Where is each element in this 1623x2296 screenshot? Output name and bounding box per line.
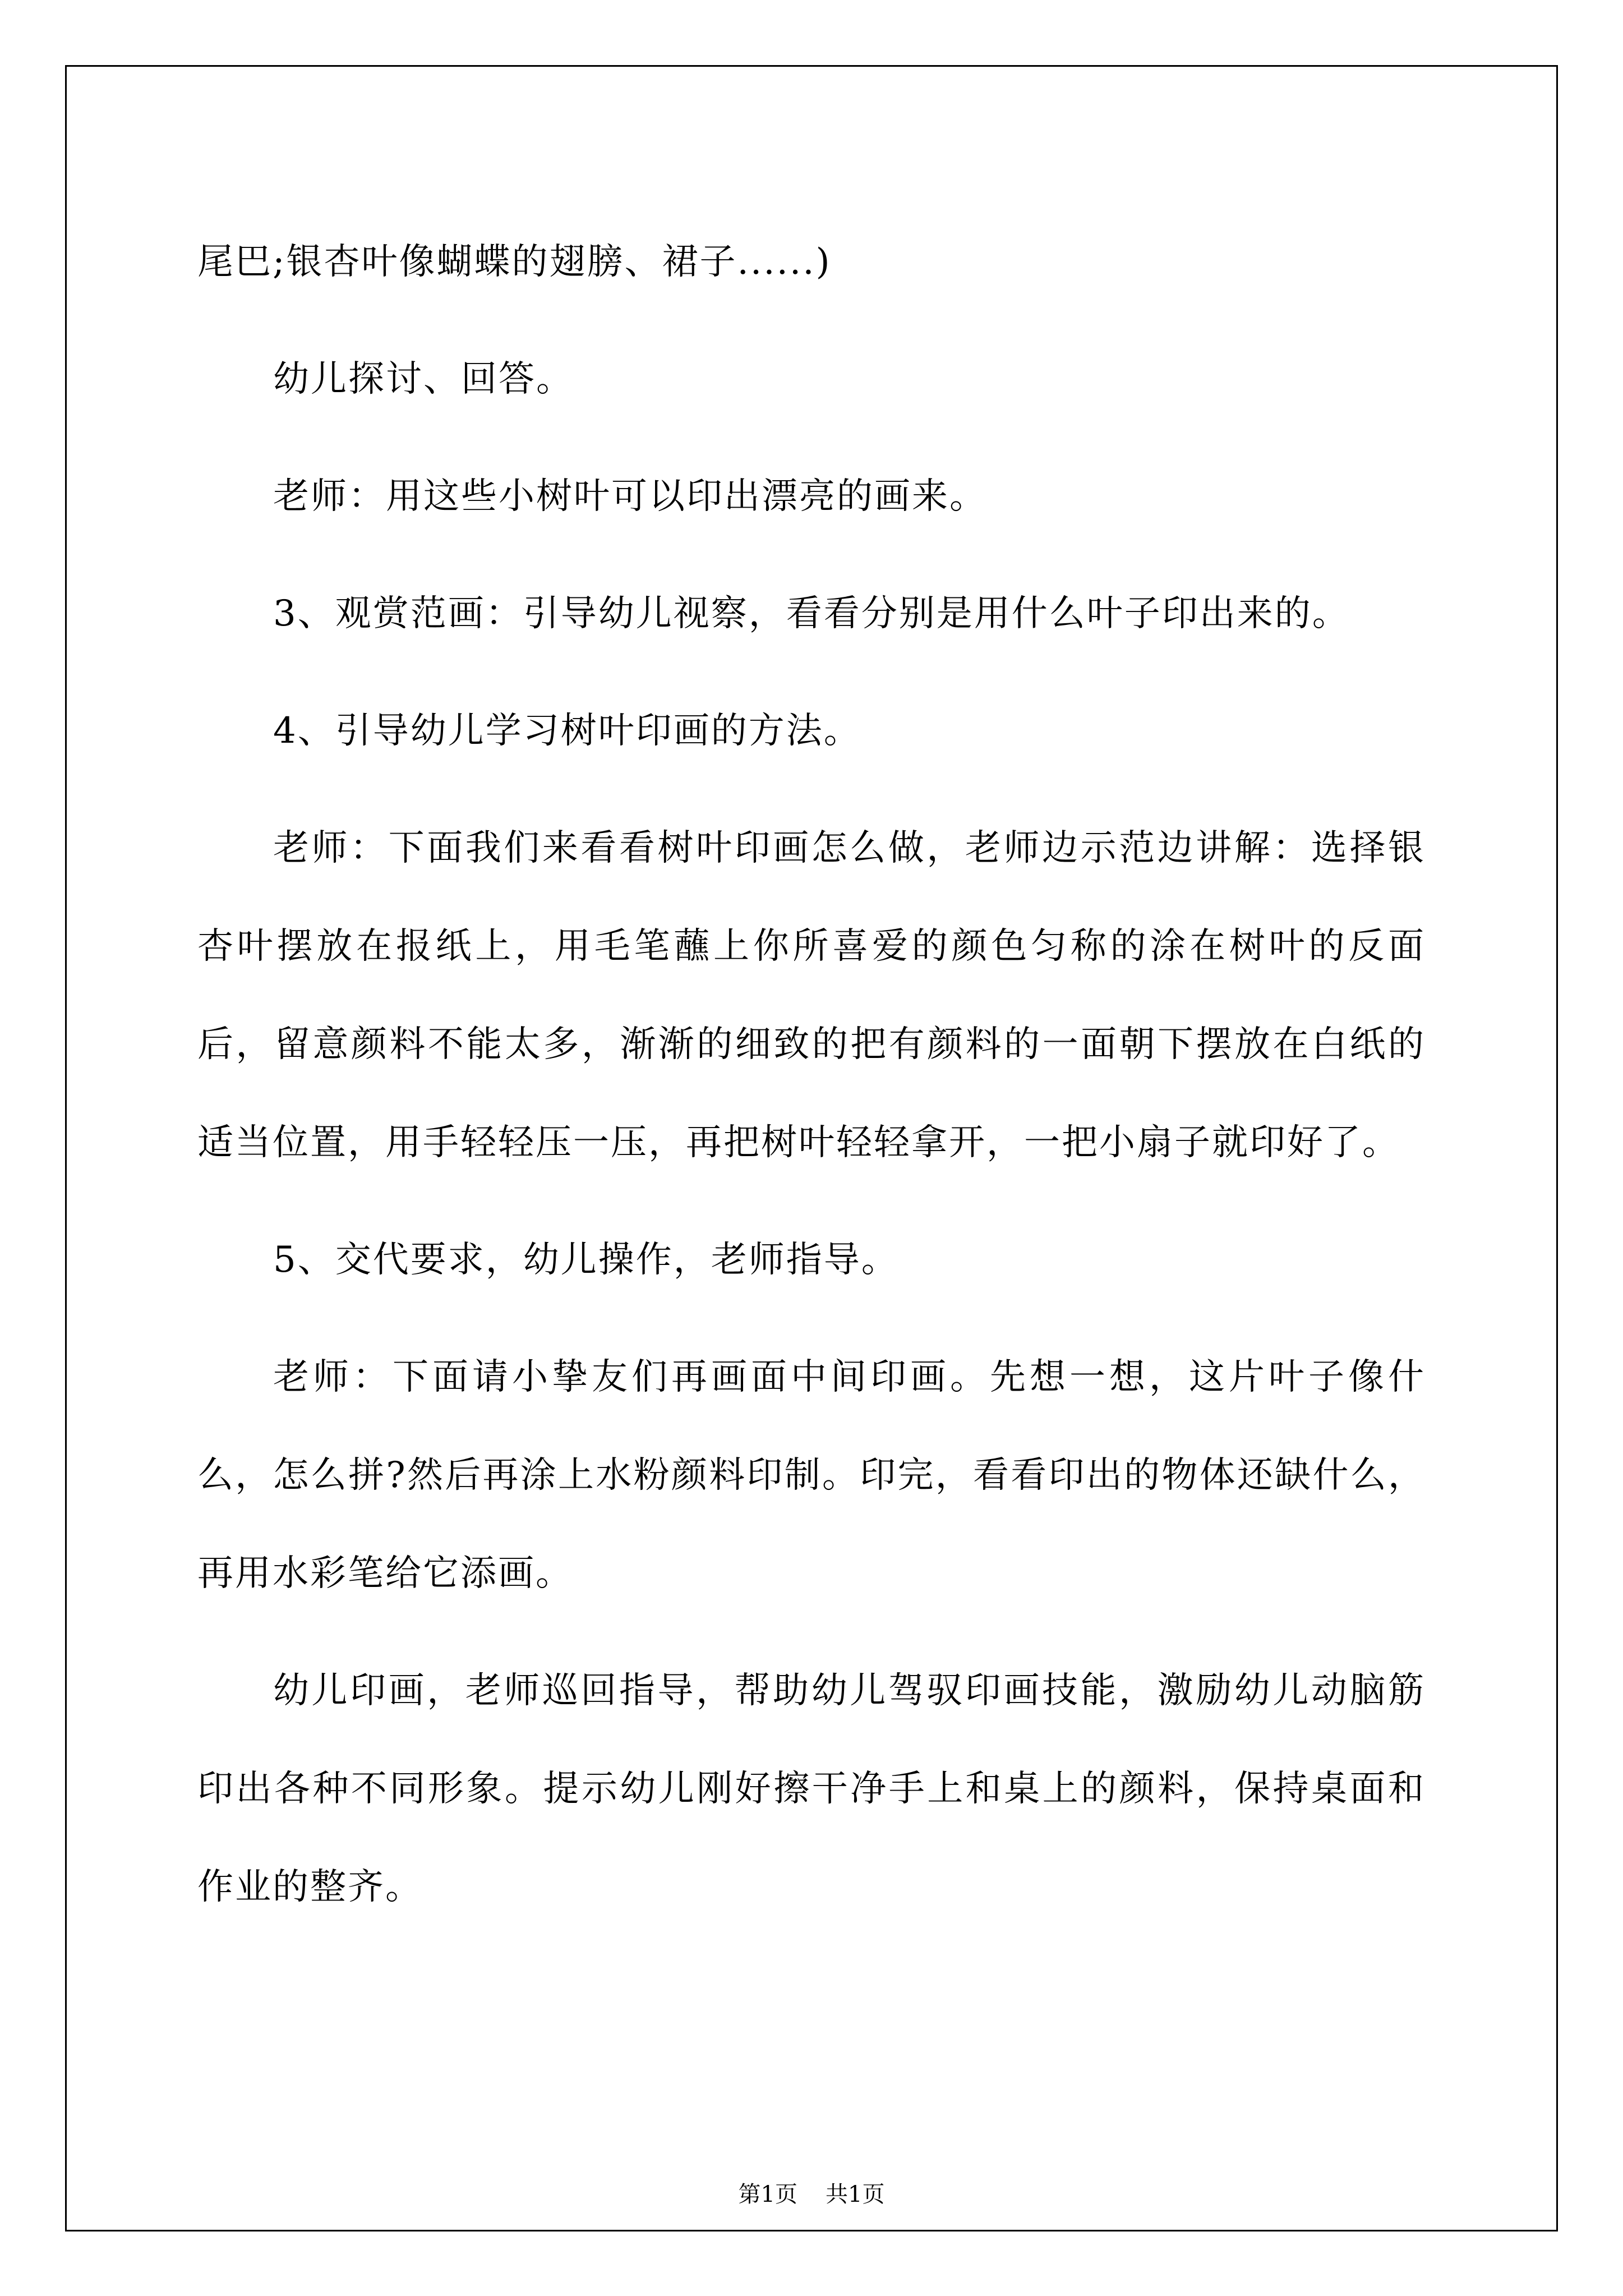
paragraph: 老师：下面我们来看看树叶印画怎么做，老师边示范边讲解：选择银杏叶摆放在报纸上，用毛笔蘸上你所喜爱的颜色匀称的涂在树叶的反面后，留意颜料不能太多，渐渐的细致的把有颜料的一面朝下摆放在白纸的适当位置，用手轻轻压一压，再把树叶轻轻拿开，一把小扇子就印好了。 <box>197 827 1426 1163</box>
paragraph: 3、观赏范画：引导幼儿视察，看看分别是用什么叶子印出来的。 <box>273 593 1350 634</box>
paragraph: 5、交代要求，幼儿操作，老师指导。 <box>273 1239 899 1281</box>
paragraph: 4、引导幼儿学习树叶印画的方法。 <box>273 710 861 752</box>
page-total: 共1页 <box>826 2182 885 2207</box>
paragraph: 幼儿印画，老师巡回指导，帮助幼儿驾驭印画技能，激励幼儿动脑筋印出各种不同形象。提示幼儿刚好擦干净手上和桌上的颜料，保持桌面和作业的整齐。 <box>197 1670 1426 1908</box>
paragraph: 老师：用这些小树叶可以印出漂亮的画来。 <box>273 476 987 517</box>
document-body <box>197 213 1426 1955</box>
page-number: 第1页 <box>738 2182 797 2207</box>
paragraph: 老师：下面请小挚友们再画面中间印画。先想一想，这片叶子像什么，怎么拼?然后再涂上水粉颜料印制。印完，看看印出的物体还缺什么，再用水彩笔给它添画。 <box>197 1356 1426 1594</box>
page-footer <box>0 2177 1623 2208</box>
paragraph: 尾巴;银杏叶像蝴蝶的翅膀、裙子......) <box>197 241 832 283</box>
paragraph: 幼儿探讨、回答。 <box>273 358 574 400</box>
